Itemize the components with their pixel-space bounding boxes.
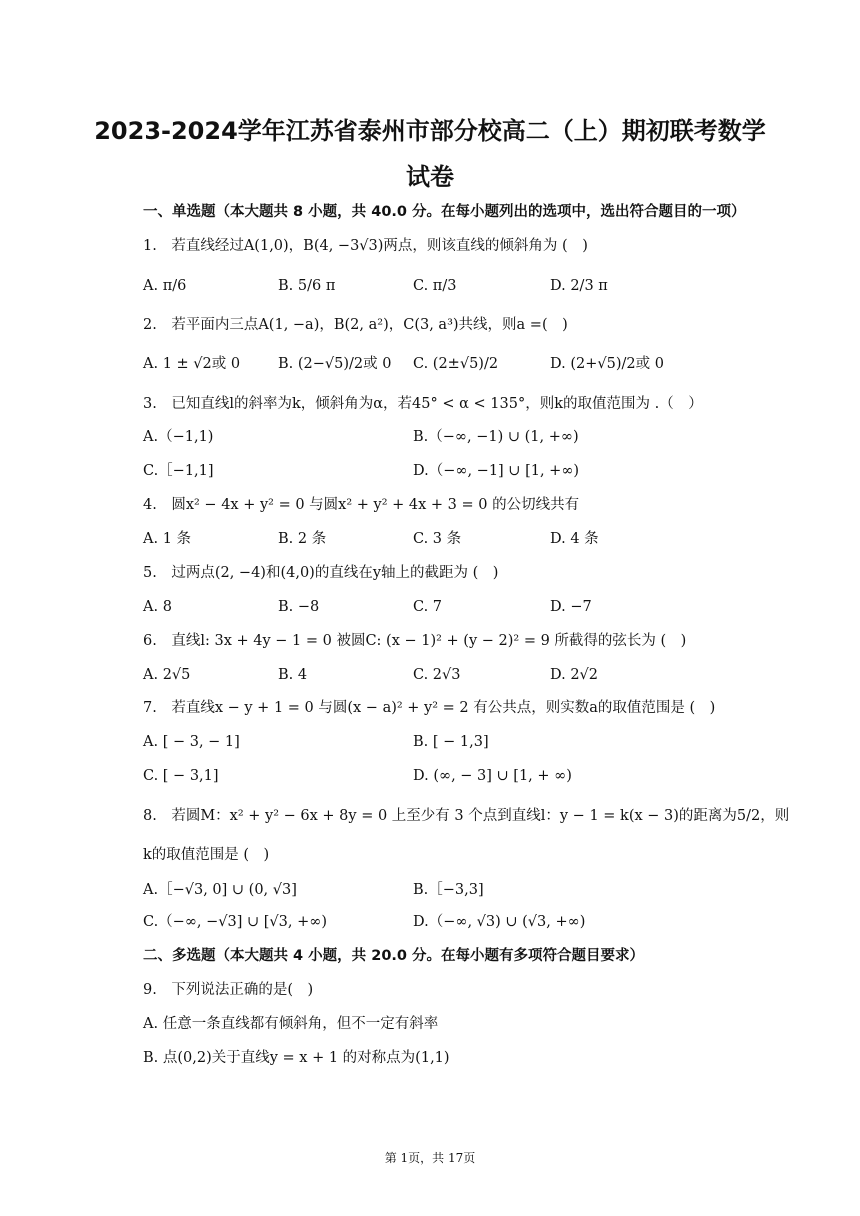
question-9: 9. 下列说法正确的是( ) <box>143 982 314 998</box>
question-1-option-a: A. π/6 <box>143 278 187 294</box>
question-6-option-b: B. 4 <box>278 667 308 683</box>
question-6: 6. 直线l: 3x + 4y − 1 = 0 被圆C: (x − 1)² + (y − 2)² = 9 所截得的弦长为 ( ) <box>143 633 687 649</box>
question-3-option-b: B.（−∞, −1) ∪ (1, +∞) <box>413 429 579 445</box>
question-4-option-a: A. 1 条 <box>143 531 192 547</box>
question-8-option-d: D.（−∞, √3) ∪ (√3, +∞) <box>413 914 586 930</box>
question-4: 4. 圆x² − 4x + y² = 0 与圆x² + y² + 4x + 3 = 0 的公切线共有 <box>143 497 580 513</box>
question-5-option-d: D. −7 <box>550 599 592 615</box>
question-4-option-d: D. 4 条 <box>550 531 599 547</box>
question-4-option-b: B. 2 条 <box>278 531 327 547</box>
section-heading-multiple-choice: 二、多选题（本大题共 4 小题，共 20.0 分。在每小题有多项符合题目要求） <box>143 948 645 964</box>
question-2-option-b: B. (2−√5)/2或 0 <box>278 356 392 372</box>
question-7-option-c: C. [ − 3,1] <box>143 768 219 784</box>
question-3-option-d: D.（−∞, −1] ∪ [1, +∞) <box>413 463 580 479</box>
question-2-option-a: A. 1 ± √2或 0 <box>143 356 241 372</box>
question-4-option-c: C. 3 条 <box>413 531 462 547</box>
question-8-option-b: B.［−3,3] <box>413 882 484 898</box>
question-3: 3. 已知直线l的斜率为k，倾斜角为α，若45° < α < 135°，则k的取值范围为 .（ ） <box>143 396 703 412</box>
question-1-option-b: B. 5/6 π <box>278 278 336 294</box>
question-8-option-c: C.（−∞, −√3] ∪ [√3, +∞) <box>143 914 327 930</box>
question-6-option-c: C. 2√3 <box>413 667 461 683</box>
question-2-option-c: C. (2±√5)/2 <box>413 356 499 372</box>
question-2: 2. 若平面内三点A(1, −a)，B(2, a²)，C(3, a³)共线，则a =( ) <box>143 317 568 333</box>
question-1-option-d: D. 2/3 π <box>550 278 608 294</box>
question-3-option-c: C.［−1,1] <box>143 463 214 479</box>
question-7-option-b: B. [ − 1,3] <box>413 734 489 750</box>
document-title: 2023-2024学年江苏省泰州市部分校高二（上）期初联考数学试卷 <box>94 117 766 191</box>
question-5-option-c: C. 7 <box>413 599 443 615</box>
section-heading-single-choice: 一、单选题（本大题共 8 小题，共 40.0 分。在每小题列出的选项中，选出符合题目的一项） <box>143 204 746 220</box>
question-5: 5. 过两点(2, −4)和(4,0)的直线在y轴上的截距为 ( ) <box>143 565 499 581</box>
question-5-option-b: B. −8 <box>278 599 320 615</box>
question-5-option-a: A. 8 <box>143 599 172 615</box>
question-3-option-a: A.（−1,1) <box>143 429 214 445</box>
question-7-option-d: D. (∞, − 3] ∪ [1, + ∞) <box>413 768 572 784</box>
question-1-option-c: C. π/3 <box>413 278 457 294</box>
question-7: 7. 若直线x − y + 1 = 0 与圆(x − a)² + y² = 2 有公共点，则实数a的取值范围是 ( ) <box>143 700 716 716</box>
question-9-option-b: B. 点(0,2)关于直线y = x + 1 的对称点为(1,1) <box>143 1050 450 1066</box>
question-2-option-d: D. (2+√5)/2或 0 <box>550 356 664 372</box>
question-6-option-d: D. 2√2 <box>550 667 599 683</box>
question-9-option-a: A. 任意一条直线都有倾斜角，但不一定有斜率 <box>143 1016 439 1032</box>
question-1: 1. 若直线经过A(1,0)，B(4, −3√3)两点，则该直线的倾斜角为 ( ) <box>143 238 588 254</box>
question-6-option-a: A. 2√5 <box>143 667 191 683</box>
question-8-option-a: A.［−√3, 0] ∪ (0, √3] <box>143 882 297 898</box>
question-7-option-a: A. [ − 3, − 1] <box>143 734 240 750</box>
page-footer: 第 1页，共 17页 <box>384 1151 476 1165</box>
question-8-continued: k的取值范围是 ( ) <box>143 847 270 863</box>
question-8: 8. 若圆M：x² + y² − 6x + 8y = 0 上至少有 3 个点到直线l：y − 1 = k(x − 3)的距离为5/2，则 <box>143 808 790 824</box>
